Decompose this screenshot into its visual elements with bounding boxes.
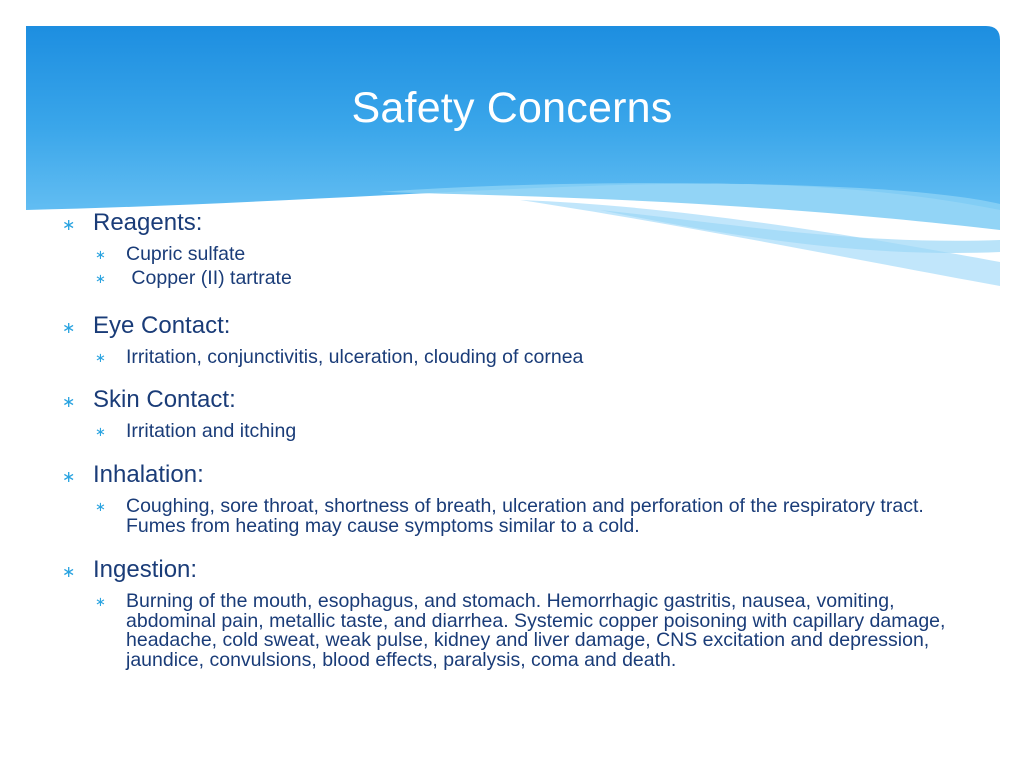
sub-bullet-star-icon: ∗ — [95, 593, 106, 609]
bullet-star-icon: ∗ — [62, 563, 76, 581]
sub-bullet-text: Cupric sulfate — [126, 243, 246, 265]
sub-bullet-text: Copper (II) tartrate — [126, 266, 292, 289]
section-heading: Eye Contact: — [93, 311, 231, 339]
sub-bullet-text: Burning of the mouth, esophagus, and stomach. Hemorrhagic gastritis, nausea, vomiting, abdominal pain, metallic taste, and diarrhea. Systemic copper poisoning with capillary damage, headache, cold sweat, weak pulse, kidney and liver damage, CNS excitation and depression, jaundice, convulsions, blood effects, paralysis, coma and death. — [126, 589, 946, 672]
sub-bullet-star-icon: ∗ — [95, 499, 106, 515]
bullet-star-icon: ∗ — [62, 319, 76, 337]
section-heading: Reagents: — [93, 209, 203, 236]
bullet-star-icon: ∗ — [62, 217, 76, 234]
sub-bullet-star-icon: ∗ — [95, 349, 106, 365]
section-heading: Inhalation: — [93, 461, 204, 489]
section-heading: Ingestion: — [93, 555, 198, 583]
sub-bullet-star-icon: ∗ — [95, 270, 106, 286]
sub-bullet-text: Coughing, sore throat, shortness of breath, ulceration and perforation of the respiratory tract. Fumes from heating may cause symptoms similar to a cold. — [126, 495, 924, 537]
section-reagents — [62, 208, 962, 289]
section-ingestion — [62, 555, 962, 671]
section-eye-contact — [62, 311, 962, 368]
bullet-star-icon: ∗ — [62, 469, 76, 487]
section-skin-contact — [62, 385, 962, 442]
slide-title: Safety Concerns — [351, 84, 673, 132]
section-heading: Skin Contact: — [93, 386, 236, 414]
sub-bullet-text: Irritation and itching — [126, 420, 297, 443]
sub-bullet-text: Irritation, conjunctivitis, ulceration, clouding of cornea — [126, 345, 584, 368]
bullet-star-icon: ∗ — [62, 394, 76, 412]
section-inhalation — [62, 460, 962, 537]
sub-bullet-star-icon: ∗ — [95, 424, 106, 440]
bullet-content — [62, 208, 962, 671]
sub-bullet-star-icon: ∗ — [95, 247, 106, 262]
